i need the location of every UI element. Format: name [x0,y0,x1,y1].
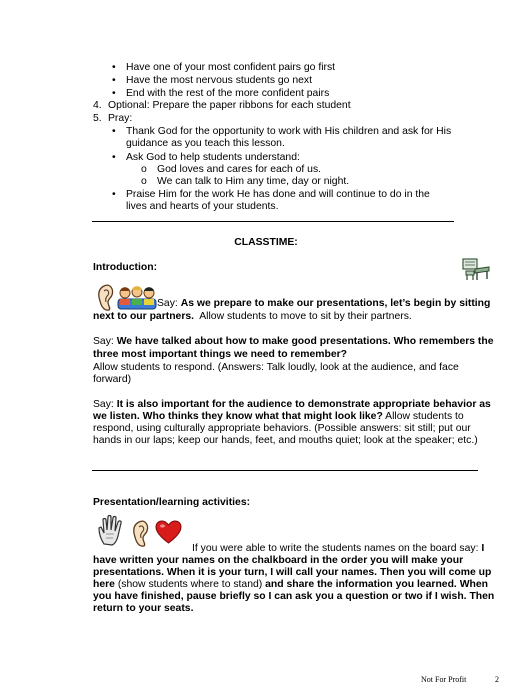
list-item-continuation: guidance as you teach this lesson. [126,138,285,149]
list-number: 4. [93,100,102,111]
say-text: It is also important for the audience to demonstrate appropriate behavior as [116,399,491,410]
say-prefix: Say: [93,336,114,347]
instruction-text: forward) [93,374,132,385]
page-number: 2 [495,675,499,684]
desk-icon [461,255,491,281]
sub-list-item: We can talk to Him any time, day or night. [157,176,350,187]
say-text: I [481,543,485,554]
list-item: Pray: [108,113,133,124]
sub-list-item: God loves and cares for each of us. [157,164,322,175]
say-text: we listen. Who thinks they know what that might look like? [93,411,383,422]
bullet-glyph: • [112,189,116,200]
say-text: three most important things we need to remember? [93,349,348,360]
list-item: Have the most nervous students go next [126,75,312,86]
sub-bullet-glyph: o [141,176,147,187]
subsection-heading: Presentation/learning activities: [93,497,251,508]
bullet-glyph: • [112,62,116,73]
say-text: presentations. When it is your turn, I will call your names. Then you will come up [93,567,492,578]
say-text: you have finished, pause briefly so I can ask you a question or two if I wish. Then [93,591,495,602]
say-text: return to your seats. [93,603,194,614]
hand-icon [96,514,126,546]
say-prefix: Say: [157,298,178,309]
section-heading: CLASSTIME: [234,237,298,248]
bullet-glyph: • [112,75,116,86]
say-text: and share the information you learned. When [265,579,488,590]
ear-icon [95,283,115,313]
heart-icon [155,520,182,545]
instruction-text: Allow students to move to sit by their partners. [199,311,412,322]
instruction-text: respond, using culturally appropriate behaviors. (Possible answers: sit still; put our [93,423,471,434]
list-item: Thank God for the opportunity to work with His children and ask for His [126,126,452,137]
list-item: Ask God to help students understand: [126,152,300,163]
instruction-text: If you were able to write the students names on the board say: [192,543,479,554]
divider [92,221,454,222]
say-text: We have talked about how to make good presentations. Who remembers the [116,336,494,347]
list-item: End with the rest of the more confident pairs [126,88,330,99]
sub-bullet-glyph: o [141,164,147,175]
list-item: Have one of your most confident pairs go first [126,62,336,73]
say-text: As we prepare to make our presentations, let’s begin by sitting [180,298,491,309]
children-icon [117,285,157,311]
ear-icon [130,519,150,549]
bullet-glyph: • [112,152,116,163]
say-text: next to our partners. [93,311,195,322]
list-item: Praise Him for the work He has done and will continue to do in the [126,189,430,200]
say-text: have written your names on the chalkboard in the order you will make your [93,555,464,566]
instruction-text: hands in our laps; keep our hands, feet, and mouths quiet; look at the speaker; etc.) [93,435,478,446]
bullet-glyph: • [112,88,116,99]
say-text: here [93,579,115,590]
list-item-continuation: lives and hearts of your students. [126,201,279,212]
instruction-text: Allow students to respond. (Answers: Talk loudly, look at the audience, and face [93,362,459,373]
list-number: 5. [93,113,102,124]
subsection-heading: Introduction: [93,262,158,273]
instruction-text: Allow students to [385,411,464,422]
bullet-glyph: • [112,126,116,137]
divider [92,470,478,471]
list-item: Optional: Prepare the paper ribbons for each student [108,100,351,111]
instruction-text: (show students where to stand) [117,579,263,590]
footer-text: Not For Profit [421,675,467,684]
say-prefix: Say: [93,399,114,410]
